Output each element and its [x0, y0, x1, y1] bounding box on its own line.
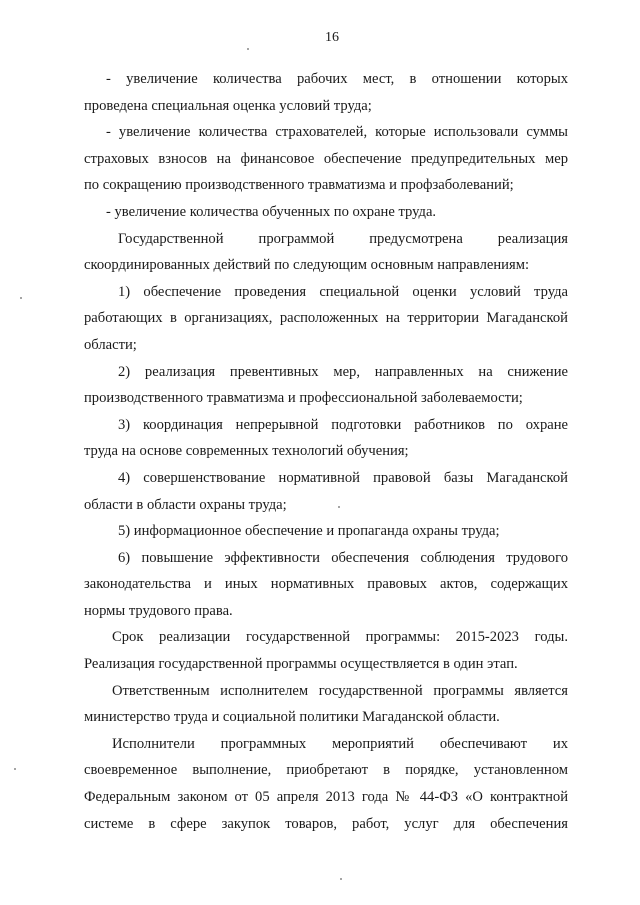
paragraph-line: законодательства и иных нормативных правовых актов, содержащих — [84, 576, 568, 593]
paragraph-line: министерство труда и социальной политики Магаданской области. — [84, 709, 500, 726]
paragraph-line: - увеличение количества обученных по охране труда. — [106, 203, 437, 220]
paragraph-program-directions — [84, 226, 568, 279]
paragraph-line: 3) координация непрерывной подготовки работников по охране — [118, 416, 568, 433]
scan-speck — [14, 768, 16, 770]
list-item-6 — [84, 545, 568, 625]
paragraph-line: Срок реализации государственной программы: 2015-2023 годы. — [112, 629, 568, 646]
scan-speck — [20, 297, 22, 299]
paragraph-line: 5) информационное обеспечение и пропаганда охраны труда; — [118, 523, 500, 540]
paragraph-line: системе в сфере закупок товаров, работ, услуг для обеспечения — [84, 815, 568, 832]
paragraph-program-period — [84, 624, 568, 677]
document-body — [84, 66, 568, 837]
paragraph-line: проведена специальная оценка условий труда; — [84, 97, 372, 114]
scan-speck — [338, 506, 340, 508]
list-item-4 — [84, 465, 568, 518]
page-number: 16 — [325, 30, 339, 45]
paragraph-line: 1) обеспечение проведения специальной оценки условий труда — [118, 283, 568, 300]
paragraph-line: Исполнители программных мероприятий обеспечивают их — [112, 735, 568, 752]
list-item-2 — [84, 359, 568, 412]
scan-speck — [247, 48, 249, 50]
paragraph-jobs-assessment — [84, 66, 568, 119]
paragraph-line: Ответственным исполнителем государственной программы является — [112, 682, 568, 699]
paragraph-line: области; — [84, 336, 137, 353]
list-item-5 — [84, 518, 568, 545]
paragraph-line: - увеличение количества страхователей, которые использовали суммы — [106, 124, 568, 141]
paragraph-trained — [84, 199, 568, 226]
paragraph-line: 4) совершенствование нормативной правовой базы Магаданской — [118, 469, 568, 486]
paragraph-line: Государственной программой предусмотрена реализация — [118, 230, 568, 247]
paragraph-line: по сокращению производственного травматизма и профзаболеваний; — [84, 177, 514, 194]
paragraph-responsible-executor — [84, 678, 568, 731]
paragraph-line: Реализация государственной программы осуществляется в один этап. — [84, 656, 518, 673]
paragraph-line: 2) реализация превентивных мер, направленных на снижение — [118, 363, 568, 380]
paragraph-line: страховых взносов на финансовое обеспечение предупредительных мер — [84, 150, 568, 167]
paragraph-line: своевременное выполнение, приобретают в порядке, установленном — [84, 762, 568, 779]
paragraph-line: скоординированных действий по следующим основным направлениям: — [84, 257, 529, 274]
list-item-3 — [84, 412, 568, 465]
paragraph-line: - увеличение количества рабочих мест, в отношении которых — [106, 71, 568, 87]
paragraph-line: производственного травматизма и профессиональной заболеваемости; — [84, 390, 523, 407]
paragraph-executors — [84, 731, 568, 837]
paragraph-line: 6) повышение эффективности обеспечения соблюдения трудового — [118, 549, 568, 566]
paragraph-line: труда на основе современных технологий обучения; — [84, 443, 409, 460]
paragraph-insurers — [84, 119, 568, 199]
paragraph-line: области в области охраны труда; — [84, 496, 287, 513]
paragraph-line: нормы трудового права. — [84, 602, 233, 619]
list-item-1 — [84, 279, 568, 359]
paragraph-line: Федеральным законом от 05 апреля 2013 года № 44-ФЗ «О контрактной — [84, 789, 568, 806]
paragraph-line: работающих в организациях, расположенных на территории Магаданской — [84, 310, 568, 327]
scan-speck — [340, 878, 342, 880]
